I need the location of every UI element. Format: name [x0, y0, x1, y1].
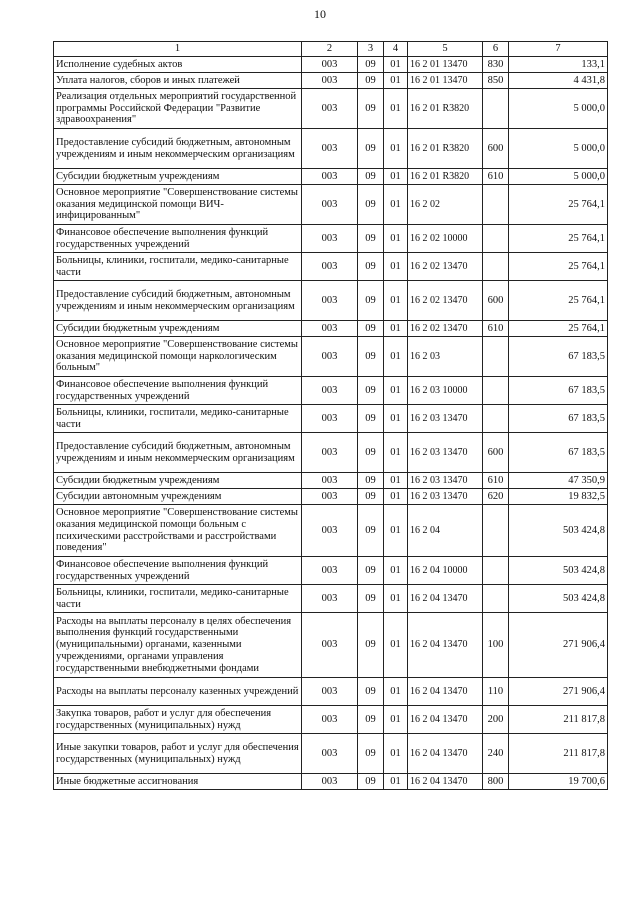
row-ved-cell: 003 — [302, 405, 358, 433]
table-row — [54, 129, 608, 169]
row-rz-cell: 09 — [358, 185, 384, 225]
table-row — [54, 169, 608, 185]
table-row — [54, 253, 608, 281]
row-ved-cell: 003 — [302, 433, 358, 473]
row-pr-cell: 01 — [384, 129, 408, 169]
row-sum-cell: 4 431,8 — [509, 73, 608, 89]
row-name-cell: Больницы, клиники, госпитали, медико-санитарные части — [54, 253, 302, 281]
row-name-cell: Расходы на выплаты персоналу казенных учреждений — [54, 678, 302, 706]
row-vr-cell — [483, 405, 509, 433]
table-row — [54, 613, 608, 678]
row-sum-cell: 271 906,4 — [509, 678, 608, 706]
row-vr-cell: 100 — [483, 613, 509, 678]
row-ved-cell: 003 — [302, 337, 358, 377]
row-ved-cell: 003 — [302, 225, 358, 253]
row-pr-cell: 01 — [384, 734, 408, 774]
row-name-cell: Иные бюджетные ассигнования — [54, 774, 302, 790]
row-name-cell: Закупка товаров, работ и услуг для обеспечения государственных (муниципальных) нужд — [54, 706, 302, 734]
row-ved-cell: 003 — [302, 706, 358, 734]
row-name-cell: Предоставление субсидий бюджетным, автономным учреждениям и иным некоммерческим организациям — [54, 433, 302, 473]
row-vr-cell — [483, 89, 509, 129]
row-csr-cell: 16 2 01 R3820 — [408, 89, 483, 129]
row-pr-cell: 01 — [384, 253, 408, 281]
table-row — [54, 774, 608, 790]
row-name-cell: Основное мероприятие "Совершенствование системы оказания медицинской помощи наркологическим больным" — [54, 337, 302, 377]
header-cell: 1 — [54, 42, 302, 57]
row-ved-cell: 003 — [302, 169, 358, 185]
row-csr-cell: 16 2 04 13470 — [408, 678, 483, 706]
row-pr-cell: 01 — [384, 377, 408, 405]
row-name-cell: Финансовое обеспечение выполнения функций государственных учреждений — [54, 377, 302, 405]
row-csr-cell: 16 2 02 10000 — [408, 225, 483, 253]
row-ved-cell: 003 — [302, 557, 358, 585]
row-csr-cell: 16 2 04 13470 — [408, 774, 483, 790]
row-name-cell: Исполнение судебных актов — [54, 57, 302, 73]
row-name-cell: Субсидии автономным учреждениям — [54, 489, 302, 505]
row-sum-cell: 47 350,9 — [509, 473, 608, 489]
row-csr-cell: 16 2 04 13470 — [408, 613, 483, 678]
row-csr-cell: 16 2 03 13470 — [408, 473, 483, 489]
table-row — [54, 405, 608, 433]
row-sum-cell: 67 183,5 — [509, 337, 608, 377]
header-row — [54, 42, 608, 57]
row-vr-cell — [483, 557, 509, 585]
table-row — [54, 585, 608, 613]
row-sum-cell: 25 764,1 — [509, 225, 608, 253]
row-ved-cell: 003 — [302, 281, 358, 321]
row-sum-cell: 211 817,8 — [509, 734, 608, 774]
row-name-cell: Финансовое обеспечение выполнения функций государственных учреждений — [54, 225, 302, 253]
row-sum-cell: 19 700,6 — [509, 774, 608, 790]
row-rz-cell: 09 — [358, 377, 384, 405]
row-sum-cell: 19 832,5 — [509, 489, 608, 505]
table-row — [54, 678, 608, 706]
row-rz-cell: 09 — [358, 321, 384, 337]
table-row — [54, 377, 608, 405]
header-cell: 3 — [358, 42, 384, 57]
row-sum-cell: 25 764,1 — [509, 253, 608, 281]
row-pr-cell: 01 — [384, 73, 408, 89]
row-pr-cell: 01 — [384, 433, 408, 473]
row-rz-cell: 09 — [358, 613, 384, 678]
row-name-cell: Субсидии бюджетным учреждениям — [54, 473, 302, 489]
page-number: 10 — [314, 7, 326, 21]
row-vr-cell: 110 — [483, 678, 509, 706]
row-pr-cell: 01 — [384, 89, 408, 129]
row-vr-cell: 600 — [483, 433, 509, 473]
row-rz-cell: 09 — [358, 774, 384, 790]
table-row — [54, 706, 608, 734]
row-pr-cell: 01 — [384, 337, 408, 377]
row-name-cell: Уплата налогов, сборов и иных платежей — [54, 73, 302, 89]
row-vr-cell — [483, 185, 509, 225]
row-rz-cell: 09 — [358, 505, 384, 557]
row-name-cell: Субсидии бюджетным учреждениям — [54, 169, 302, 185]
table-row — [54, 185, 608, 225]
row-csr-cell: 16 2 04 13470 — [408, 706, 483, 734]
row-sum-cell: 271 906,4 — [509, 613, 608, 678]
row-ved-cell: 003 — [302, 774, 358, 790]
header-cell: 6 — [483, 42, 509, 57]
row-sum-cell: 503 424,8 — [509, 585, 608, 613]
table-row — [54, 337, 608, 377]
row-pr-cell: 01 — [384, 405, 408, 433]
row-csr-cell: 16 2 01 13470 — [408, 57, 483, 73]
row-rz-cell: 09 — [358, 253, 384, 281]
row-vr-cell: 240 — [483, 734, 509, 774]
row-vr-cell: 600 — [483, 129, 509, 169]
row-rz-cell: 09 — [358, 225, 384, 253]
row-name-cell: Основное мероприятие "Совершенствование системы оказания медицинской помощи больным с психическими расстройствами и расстройствами поведения" — [54, 505, 302, 557]
row-name-cell: Больницы, клиники, госпитали, медико-санитарные части — [54, 585, 302, 613]
row-name-cell: Расходы на выплаты персоналу в целях обеспечения выполнения функций государственными (муниципальными) органами, казенными учреждениями, органами управления государственными внебюджетными фондами — [54, 613, 302, 678]
row-pr-cell: 01 — [384, 473, 408, 489]
row-vr-cell — [483, 377, 509, 405]
row-vr-cell: 200 — [483, 706, 509, 734]
row-csr-cell: 16 2 01 R3820 — [408, 169, 483, 185]
row-pr-cell: 01 — [384, 185, 408, 225]
row-sum-cell: 211 817,8 — [509, 706, 608, 734]
header-cell: 7 — [509, 42, 608, 57]
row-sum-cell: 5 000,0 — [509, 89, 608, 129]
row-rz-cell: 09 — [358, 337, 384, 377]
row-name-cell: Больницы, клиники, госпитали, медико-санитарные части — [54, 405, 302, 433]
row-pr-cell: 01 — [384, 774, 408, 790]
row-pr-cell: 01 — [384, 321, 408, 337]
row-sum-cell: 25 764,1 — [509, 281, 608, 321]
row-pr-cell: 01 — [384, 678, 408, 706]
table-row — [54, 433, 608, 473]
row-csr-cell: 16 2 03 13470 — [408, 405, 483, 433]
row-ved-cell: 003 — [302, 734, 358, 774]
row-rz-cell: 09 — [358, 734, 384, 774]
table-row — [54, 473, 608, 489]
row-sum-cell: 5 000,0 — [509, 129, 608, 169]
row-csr-cell: 16 2 03 13470 — [408, 433, 483, 473]
table-row — [54, 57, 608, 73]
row-ved-cell: 003 — [302, 89, 358, 129]
row-sum-cell: 5 000,0 — [509, 169, 608, 185]
row-rz-cell: 09 — [358, 473, 384, 489]
row-pr-cell: 01 — [384, 706, 408, 734]
row-csr-cell: 16 2 02 13470 — [408, 281, 483, 321]
table-row — [54, 89, 608, 129]
row-name-cell: Основное мероприятие "Совершенствование системы оказания медицинской помощи ВИЧ-инфицированным" — [54, 185, 302, 225]
table-row — [54, 505, 608, 557]
row-sum-cell: 25 764,1 — [509, 321, 608, 337]
row-sum-cell: 133,1 — [509, 57, 608, 73]
row-name-cell: Реализация отдельных мероприятий государственной программы Российской Федерации "Развитие здравоохранения" — [54, 89, 302, 129]
row-ved-cell: 003 — [302, 253, 358, 281]
row-vr-cell: 800 — [483, 774, 509, 790]
row-csr-cell: 16 2 02 — [408, 185, 483, 225]
row-csr-cell: 16 2 02 13470 — [408, 321, 483, 337]
row-rz-cell: 09 — [358, 405, 384, 433]
row-csr-cell: 16 2 03 10000 — [408, 377, 483, 405]
row-ved-cell: 003 — [302, 321, 358, 337]
row-vr-cell — [483, 225, 509, 253]
row-ved-cell: 003 — [302, 473, 358, 489]
row-ved-cell: 003 — [302, 585, 358, 613]
row-rz-cell: 09 — [358, 585, 384, 613]
row-csr-cell: 16 2 04 — [408, 505, 483, 557]
table-row — [54, 321, 608, 337]
row-rz-cell: 09 — [358, 169, 384, 185]
row-rz-cell: 09 — [358, 129, 384, 169]
row-vr-cell: 610 — [483, 321, 509, 337]
row-sum-cell: 503 424,8 — [509, 557, 608, 585]
row-ved-cell: 003 — [302, 129, 358, 169]
row-vr-cell — [483, 337, 509, 377]
row-rz-cell: 09 — [358, 89, 384, 129]
row-ved-cell: 003 — [302, 185, 358, 225]
row-ved-cell: 003 — [302, 73, 358, 89]
row-name-cell: Субсидии бюджетным учреждениям — [54, 321, 302, 337]
header-cell: 2 — [302, 42, 358, 57]
row-rz-cell: 09 — [358, 73, 384, 89]
table-row — [54, 225, 608, 253]
table-row — [54, 281, 608, 321]
row-sum-cell: 67 183,5 — [509, 377, 608, 405]
budget-table — [53, 41, 608, 790]
table-row — [54, 557, 608, 585]
row-vr-cell: 620 — [483, 489, 509, 505]
row-csr-cell: 16 2 02 13470 — [408, 253, 483, 281]
row-vr-cell — [483, 585, 509, 613]
row-csr-cell: 16 2 03 — [408, 337, 483, 377]
row-rz-cell: 09 — [358, 557, 384, 585]
row-rz-cell: 09 — [358, 57, 384, 73]
row-csr-cell: 16 2 01 13470 — [408, 73, 483, 89]
row-rz-cell: 09 — [358, 281, 384, 321]
table-row — [54, 489, 608, 505]
row-pr-cell: 01 — [384, 57, 408, 73]
row-sum-cell: 503 424,8 — [509, 505, 608, 557]
row-pr-cell: 01 — [384, 613, 408, 678]
row-vr-cell — [483, 253, 509, 281]
row-pr-cell: 01 — [384, 489, 408, 505]
header-cell: 4 — [384, 42, 408, 57]
row-sum-cell: 67 183,5 — [509, 433, 608, 473]
row-ved-cell: 003 — [302, 489, 358, 505]
row-csr-cell: 16 2 03 13470 — [408, 489, 483, 505]
row-vr-cell: 850 — [483, 73, 509, 89]
row-pr-cell: 01 — [384, 505, 408, 557]
row-ved-cell: 003 — [302, 57, 358, 73]
row-vr-cell: 610 — [483, 473, 509, 489]
row-ved-cell: 003 — [302, 613, 358, 678]
row-rz-cell: 09 — [358, 489, 384, 505]
row-pr-cell: 01 — [384, 169, 408, 185]
row-ved-cell: 003 — [302, 505, 358, 557]
row-csr-cell: 16 2 04 13470 — [408, 585, 483, 613]
row-pr-cell: 01 — [384, 225, 408, 253]
row-vr-cell — [483, 505, 509, 557]
table-row — [54, 73, 608, 89]
row-pr-cell: 01 — [384, 585, 408, 613]
row-rz-cell: 09 — [358, 706, 384, 734]
row-name-cell: Предоставление субсидий бюджетным, автономным учреждениям и иным некоммерческим организациям — [54, 129, 302, 169]
row-pr-cell: 01 — [384, 557, 408, 585]
header-cell: 5 — [408, 42, 483, 57]
row-rz-cell: 09 — [358, 433, 384, 473]
row-csr-cell: 16 2 04 13470 — [408, 734, 483, 774]
row-ved-cell: 003 — [302, 377, 358, 405]
row-pr-cell: 01 — [384, 281, 408, 321]
row-csr-cell: 16 2 04 10000 — [408, 557, 483, 585]
row-sum-cell: 25 764,1 — [509, 185, 608, 225]
row-csr-cell: 16 2 01 R3820 — [408, 129, 483, 169]
row-vr-cell: 600 — [483, 281, 509, 321]
row-vr-cell: 610 — [483, 169, 509, 185]
row-rz-cell: 09 — [358, 678, 384, 706]
row-name-cell: Иные закупки товаров, работ и услуг для обеспечения государственных (муниципальных) нужд — [54, 734, 302, 774]
row-name-cell: Предоставление субсидий бюджетным, автономным учреждениям и иным некоммерческим организациям — [54, 281, 302, 321]
row-sum-cell: 67 183,5 — [509, 405, 608, 433]
table-row — [54, 734, 608, 774]
row-ved-cell: 003 — [302, 678, 358, 706]
row-name-cell: Финансовое обеспечение выполнения функций государственных учреждений — [54, 557, 302, 585]
row-vr-cell: 830 — [483, 57, 509, 73]
